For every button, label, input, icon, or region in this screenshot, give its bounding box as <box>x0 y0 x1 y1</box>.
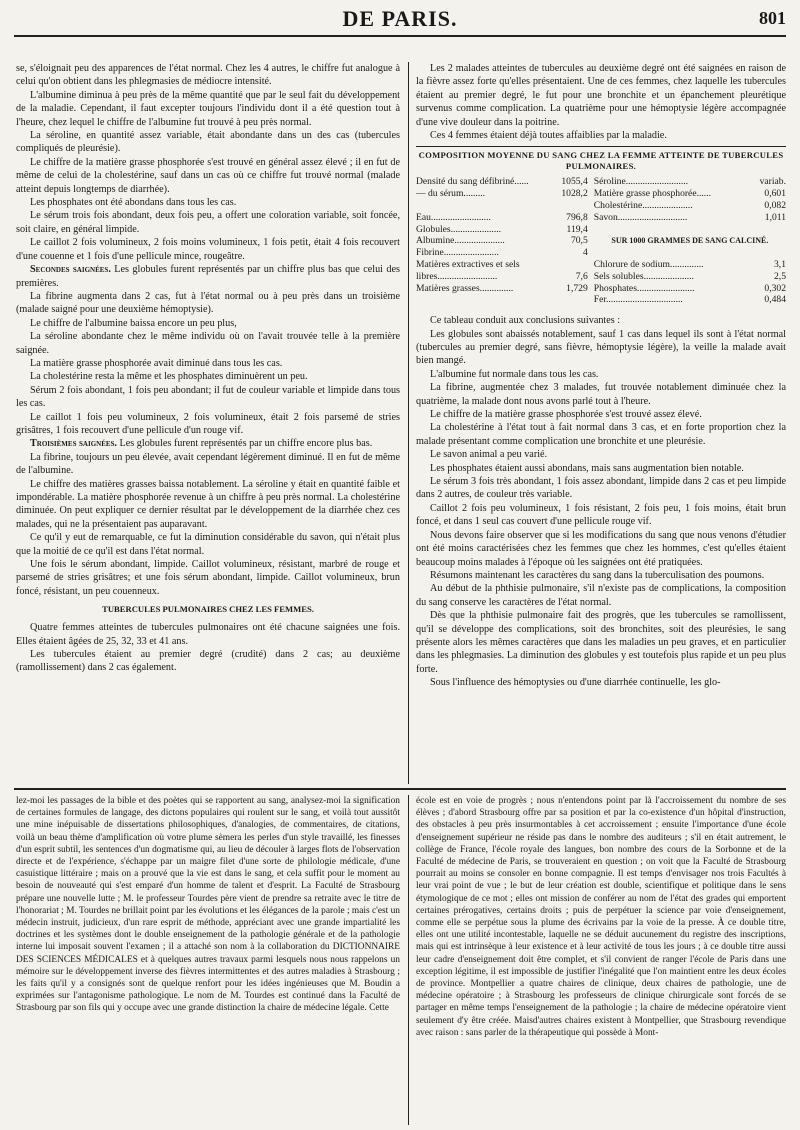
table-row <box>416 247 786 259</box>
paragraph-text: La cholestérine à l'état tout à fait normal dans 3 cas, et en forte proportion chez la malade présentant comme complication une bronchite et une pleurésie. <box>416 422 786 447</box>
paragraph-text: Ce qu'il y eut de remarquable, ce fut la diminution considérable du savon, qui n'était plus que la moitié de ce qu'il est dans l'état normal. <box>16 532 400 557</box>
paragraph <box>416 529 786 569</box>
paragraph-text: Résumons maintenant les caractères du sang dans la tuberculisation des poumons. <box>430 569 765 581</box>
paragraph <box>16 129 400 156</box>
paragraph-text: Le caillot 2 fois volumineux, 2 fois moins volumineux, 1 fois petit, était 4 fois recouvert d'une couenne et 1 fois d'une pellicule mince, rougeâtre. <box>16 237 400 262</box>
table-cell: Séroline.......................... <box>593 176 689 188</box>
table-row <box>416 294 786 306</box>
paragraph-text: Au début de la phthisie pulmonaire, s'il n'existe pas de complications, la composition du sang conserve les caractères de l'état normal. <box>416 583 786 608</box>
paragraph <box>16 263 400 290</box>
table-cell <box>594 224 751 236</box>
feuilleton-rule <box>14 788 786 790</box>
header-rule <box>14 35 786 37</box>
paragraph <box>416 582 786 609</box>
paragraph-text: Les phosphates ont été abondans dans tous les cas. <box>30 197 237 209</box>
table-cell: variab. <box>759 176 786 188</box>
table-cell <box>751 247 786 259</box>
table-cell: Phosphates........................ <box>593 282 695 294</box>
table-cell: 796,8 <box>566 211 588 223</box>
column-divider <box>408 62 409 784</box>
table-row <box>416 212 786 224</box>
page-header <box>0 0 800 36</box>
paragraph-text: L'albumine diminua à peu près de la même quantité que par le seul fait du développement de la maladie. Cependant, il faut excepter toujours l'individu dont il a été question tout à l'heure, chez lequel le chiffre de l'albumine fut trouvé à peu près normal. <box>16 89 400 128</box>
table-cell: Fer................................ <box>593 294 683 306</box>
table-row <box>416 283 786 295</box>
table-cell: 2,5 <box>774 270 786 282</box>
paragraph-text: Ce tableau conduit aux conclusions suivantes : <box>430 315 621 327</box>
paragraph <box>416 475 786 502</box>
paragraph-text: Le caillot 1 fois peu volumineux, 2 fois volumineux, était 2 fois parsemé de stries grisâtres, 1 fois recouvert d'une pellicule d'un rouge vif. <box>16 411 400 436</box>
table-cell: 4 <box>582 247 588 259</box>
table-cell: Cholestérine..................... <box>593 200 693 212</box>
section-heading: TUBERCULES PULMONAIRES CHEZ LES FEMMES. <box>102 604 314 615</box>
paragraph-text: La séroline abondante chez le même individu où on l'avait trouvée telle à la première saignée. <box>16 331 400 356</box>
table-row <box>416 235 786 247</box>
table-cell <box>554 200 594 212</box>
table-row <box>416 259 786 271</box>
paragraph-text: Sérum 2 fois abondant, 1 fois peu abondant; il fut de couleur variable et limpide dans tous les cas. <box>16 384 400 410</box>
paragraph-text: L'albumine fut normale dans tous les cas. <box>430 368 599 380</box>
paragraph <box>416 448 786 461</box>
paragraph <box>16 531 400 558</box>
paragraph <box>16 558 400 598</box>
feuilleton-right-text: école est en voie de progrès ; nous n'entendons point par là l'accroissement du nombre de ses élèves ; d'abord Strasbourg offre par sa position et par la co-existence d'un hôpital d'instruction, des obstacles à peu près insurmontables à cet accroissement ; ensuite l'importance d'une école d'enseignement supérieur ne réside pas dans le nombre des auditeurs ; s'il en était autrement, le collège de France, l'école royale des langues, bon nombre des cours de la Sorbonne et de la Faculté de médecine de Paris, se trouveraient en question ; on voit que la Faculté de Strasbourg pourrait au moins se consoler en bonne compagnie. Il est temps d'envisager nos trois Facultés à leur vrai point de vue ; le but de leur création est double, scientifique et politique dans le sens étymologique de ce mot ; elles ont mission de conférer au nom de l'état des grades qui emportent certaines prérogatives, certains droits ; puis de perpétuer la science par voie d'enseignement, comme elle se perpétue sous la plume des écrivains par la voie de la presse. À ce double titre, elles ont une utilité incontestable, laquelle ne se déduit aucunement du registre des inscriptions, mais qui est intrinsèque à leur existence et à leur activité de tous les jours ; à ce double titre aussi leur cadre d'enseignement doit être complet, et s'il convient de ranger l'école de Paris dans une exception légitime, il est impossible de justifier l'inégalité que l'on maintient entre les deux écoles de province. Montpellier a quatre chaires de clinique, deux chaires de pathologie, une de médecine opératoire ; à Strasbourg les professeurs de clinique chirurgicale sont forcés de se partager en même temps l'enseignement de la pathologie ; la chaire de médecine opératoire vient seulement d'y être créée. Maisd'autres chaires existent à Montpellier, que Strasbourg revendique avec raison : sans parler de la thérapeutique qui possède à Mont- <box>416 796 786 1038</box>
paragraph-text: Caillot 2 fois peu volumineux, 1 fois résistant, 2 fois peu, 1 fois moins, était brun foncé, et dans 1 seul cas couvert d'une pellicule rouge vif. <box>416 502 786 528</box>
paragraph <box>16 62 400 89</box>
paragraph <box>416 62 786 129</box>
paragraph-text: se, s'éloignait peu des apparences de l'état normal. Chez les 4 autres, le chiffre fut analogue à celui qu'on obtient dans les phlegmasies de médiocre intensité. <box>16 63 400 88</box>
paragraph <box>416 129 786 142</box>
paragraph-text: La fibrine, toujours un peu élevée, avait cependant légèrement diminué. Il en fut de même de l'albumine. <box>16 451 400 477</box>
table-cell: Matières extractives et sels <box>416 259 520 271</box>
paragraph <box>416 421 786 448</box>
paragraph <box>16 236 400 263</box>
table-cell <box>751 224 786 236</box>
paragraph-text: Le chiffre des matières grasses baissa notablement. La séroline y était en quantité faible et impondérable. La matière phosphorée revenue à un chiffre à peu près normal. La cholestérine diminuée. On peut expliquer ce dernier résultat par le développement de la diarrhée chez ces malades, qui ne la présentaient pas auparavant. <box>16 478 400 530</box>
table-row <box>416 271 786 283</box>
paragraph <box>416 408 786 421</box>
table-cell <box>416 294 554 306</box>
paragraph <box>16 209 400 236</box>
paragraph-text: Le sérum trois fois abondant, deux fois peu, a offert une coloration variable, soit foncée, soit claire, en général limpide. <box>16 210 400 235</box>
feuilleton-divider <box>408 795 409 1125</box>
table-cell: Savon............................. <box>593 211 688 223</box>
paragraph-text: Ces 4 femmes étaient déjà toutes affaiblies par la maladie. <box>430 130 667 142</box>
table-cell: 3,1 <box>774 259 786 271</box>
paragraph <box>16 357 400 370</box>
paragraph-text: La cholestérine resta la même et les phosphates diminuèrent un peu. <box>30 371 308 383</box>
paragraph <box>416 462 786 475</box>
paragraph <box>16 196 400 209</box>
table-cell: Globules..................... <box>416 223 502 235</box>
paragraph <box>416 569 786 582</box>
paragraph-lead: Secondes saignées. <box>30 264 111 276</box>
table-cell: Albumine..................... <box>416 235 505 247</box>
paragraph-text: La fibrine augmenta dans 2 cas, fut à l'état normal ou à peu près dans un troisième (malade saigné pour une deuxième hémoptysie). <box>16 290 400 316</box>
table-cell: 1,729 <box>566 282 588 294</box>
paragraph-text: Le chiffre de la matière grasse phosphorée s'est trouvé en général assez élevé ; il en fut de même de celui de la cholestérine, sauf dans un cas où ce chiffre fut trouvé normal (malade atteint depuis longtemps de diarrhée). <box>16 156 400 195</box>
table-cell: 0,601 <box>764 188 786 200</box>
paragraph <box>416 328 786 368</box>
paragraph <box>16 451 400 478</box>
table-cell: Eau......................... <box>416 211 491 223</box>
left-column <box>16 62 400 784</box>
table-rule <box>416 146 786 147</box>
table-cell: 0,302 <box>764 282 786 294</box>
paragraph <box>16 411 400 438</box>
paragraph-text: La séroline, en quantité assez variable, était abondante dans un des cas (tubercules compliqués de pleurésie). <box>16 130 400 155</box>
feuilleton-left <box>16 795 400 1125</box>
table-cell: 0,082 <box>764 200 786 212</box>
paragraph <box>16 156 400 196</box>
paragraph <box>16 290 400 317</box>
paragraph <box>16 478 400 532</box>
table-cell: — du sérum......... <box>416 188 486 200</box>
blood-composition-table <box>416 176 786 306</box>
table-cell: 1,011 <box>764 211 786 223</box>
paragraph <box>16 370 400 383</box>
paragraph-text: Le chiffre de la matière grasse phosphorée s'est trouvé assez élevé. <box>430 409 702 421</box>
paragraph-text: Dès que la phthisie pulmonaire fait des progrès, que les tubercules se ramollissent, qu'il se développe des complications, soit des bronchites, soit des pleurésies, le sang présente alors les mêmes caractères que dans les maladies un peu graves, et en particulier dans les phlegmasies. La diminution des globules y est toutefois plus rapide et un peu plus forte. <box>416 610 786 675</box>
table-cell <box>416 200 554 212</box>
page-title: DE PARIS. <box>342 6 458 31</box>
table-cell: 119,4 <box>566 223 588 235</box>
table-cell: Densité du sang défibriné...... <box>416 176 529 188</box>
paragraph-text: Les tubercules étaient au premier degré (crudité) dans 2 cas; au deuxième (ramollissement) dans 2 cas également. <box>16 649 400 674</box>
table-title: COMPOSITION MOYENNE DU SANG CHEZ LA FEMME ATTEINTE DE TUBERCULES PULMONAIRES. <box>418 150 784 172</box>
table-cell: 70,5 <box>570 235 588 247</box>
paragraph <box>16 330 400 357</box>
paragraph <box>16 89 400 129</box>
paragraph <box>416 368 786 381</box>
table-row <box>416 188 786 200</box>
paragraph-text: Les globules furent représentés par un chiffre encore plus bas. <box>116 438 373 450</box>
table-cell: 0,484 <box>764 294 786 306</box>
paragraph-text: Le sérum 3 fois très abondant, 1 fois assez abondant, limpide dans 2 cas et peu limpide dans 2 autres, de couleur très variable. <box>416 476 786 501</box>
feuilleton-right <box>416 795 786 1125</box>
paragraph-text: La fibrine, augmentée chez 3 malades, fut trouvée notablement diminuée chez la quatrième, la malade dont nous avons parlé tout à l'heure. <box>416 382 786 407</box>
table-cell <box>554 259 594 271</box>
paragraph <box>416 381 786 408</box>
paragraph-text: Une fois le sérum abondant, limpide. Caillot volumineux, résistant, marbré de rouge et parsemé de stries grisâtres; et une fois sérum abondant, limpide. Caillot volumineux, brun foncé, résistant, un peu couenneux. <box>16 559 400 597</box>
table-row <box>416 200 786 212</box>
paragraph-text: Les globules furent représentés par un chiffre plus bas que celui des premières. <box>16 264 400 289</box>
paragraph <box>416 609 786 676</box>
table-subheading: SUR 1000 GRAMMES DE SANG CALCINÉ. <box>611 236 769 246</box>
paragraph-text: Le chiffre de l'albumine baissa encore un peu plus, <box>30 317 237 329</box>
table-row <box>416 176 786 188</box>
paragraph-text: Quatre femmes atteintes de tubercules pulmonaires ont été chacune saignées une fois. Elles étaient âgées de 25, 32, 33 et 41 ans. <box>16 622 400 647</box>
paragraph <box>416 314 786 327</box>
table-cell: 1055,4 <box>561 176 588 188</box>
paragraph <box>16 384 400 411</box>
table-cell: Sels solubles..................... <box>593 270 694 282</box>
feuilleton-left-text: lez-moi les passages de la bible et des poètes qui se rapportent au sang, analysez-moi la signification de certaines formules de langage, des dictons populaires qui roulent sur le sang, et voilà tout aussitôt une mine inépuisable de dissertations philosophiques, d'analogies, de commentaires, de citations, voilà un beau thème d'amplification où votre plume sèmera les perles d'un style travaillé, les finesses d'un esprit subtil, les sentences d'un dogmatisme qui, au lieu de découler à larges flots de l'observation directe et de l'expérience, s'échappe par un maigre filet d'une sorte de philologie médicale, d'une casuistique littéraire ; mais on a prouvé que la vie est dans le sang, et cela suffit pour le moment au besoin de nouveauté qui s'est emparé d'un homme de talent et d'esprit. La Faculté de Strasbourg prépare une nouvelle lutte ; M. le professeur Tourdes père vient de prendre sa retraite avec le titre de l'honorariat ; M. Tourdes ne brillait point par les évolutions et les élégances de la parole ; mais c'est un médecin instruit, judicieux, d'un rare esprit de méthode, appréciant avec une grande impartialité les doctrines et les systèmes dont le double enseignement de la pathologie générale et de la pathologie interne lui imposait souvent l'examen ; il a attaché son nom à la collaboration du DICTIONNAIRE DES SCIENCES MÉDICALES et à quelques autres travaux parmi lesquels nous nous rappelons un mémoire sur le développement inverse des fièvres intermittentes et des autres maladies à Strasbourg ; les faits qu'il y a consignés sont de quelque renfort pour les idées ingénieuses que M. Boudin a exprimées sur l'antagonisme pathologique. Le nom de M. Tourdes est continué dans la Faculté de Strasbourg par son fils qui y occupe avec une grande distinction la chaire de médecine légale. Cette <box>16 796 400 1014</box>
paragraph <box>16 621 400 648</box>
table-cell: Matière grasse phosphorée...... <box>593 188 711 200</box>
paragraph <box>16 437 400 450</box>
paragraph-text: Le savon animal a peu varié. <box>430 449 548 461</box>
paragraph <box>416 676 786 689</box>
table-cell: 7,6 <box>575 270 588 282</box>
paragraph-lead: Troisièmes saignées. <box>30 438 117 450</box>
table-cell: Chlorure de sodium.............. <box>593 259 704 271</box>
paragraph-text: Les globules sont abaissés notablement, sauf 1 cas dans lequel ils sont à l'état normal (tubercules au premier degré, sans fièvre, hémoptysie légère), la veille la malade avait bien mangé. <box>416 328 786 367</box>
paragraph-text: Les phosphates étaient aussi abondans, mais sans augmentation bien notable. <box>430 462 744 474</box>
table-cell: Fibrine....................... <box>416 247 499 259</box>
table-cell: 1028,2 <box>561 188 588 200</box>
table-cell: libres......................... <box>416 270 498 282</box>
table-row <box>416 224 786 236</box>
right-column <box>416 62 786 784</box>
page-number: 801 <box>759 8 786 28</box>
paragraph <box>16 648 400 675</box>
paragraph-text: Nous devons faire observer que si les modifications du sang que nous venons d'étudier ont été moins caractérisées chez les femmes que chez les hommes, c'est qu'elles étaient beaucoup moins malades à l'époque où les saignées ont été pratiquées. <box>416 529 786 568</box>
table-cell <box>554 294 594 306</box>
table-cell: Matières grasses.............. <box>416 282 514 294</box>
paragraph-text: Sous l'influence des hémoptysies ou d'une diarrhée continuelle, les glo- <box>430 677 721 689</box>
paragraph <box>16 317 400 330</box>
paragraph-text: Les 2 malades atteintes de tubercules au deuxième degré ont été saignées en raison de la fièvre assez forte qu'elles présentaient. Une de ces femmes, chez laquelle les tubercules étaient au premier degré, le fut pour une bronchite et un épanchement pleurétique survenus comme complication. La quatrième pour une hémoptysie légère accompagnée d'une vive douleur dans la poitrine. <box>416 63 786 128</box>
paragraph <box>416 502 786 529</box>
paragraph-text: La matière grasse phosphorée avait diminué dans tous les cas. <box>30 357 283 369</box>
table-cell <box>594 247 751 259</box>
